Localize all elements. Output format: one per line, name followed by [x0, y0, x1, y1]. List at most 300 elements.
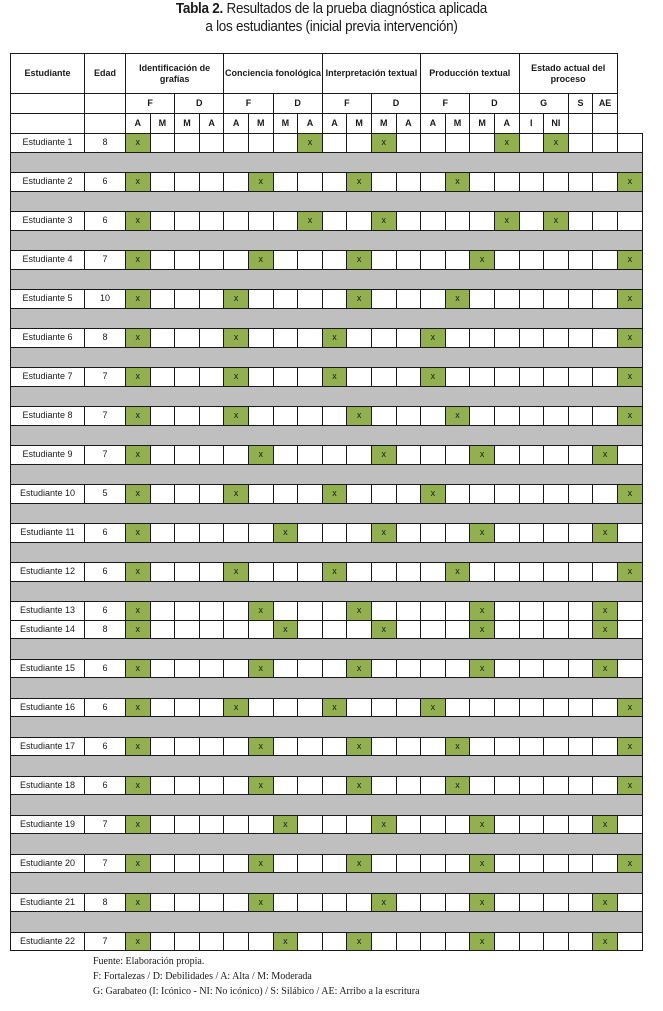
- student-name: Estudiante 18: [11, 776, 85, 795]
- student-age: 7: [85, 407, 126, 426]
- spacer-band: [11, 795, 643, 816]
- mark-cell: x: [617, 173, 642, 192]
- empty-cell: [371, 737, 396, 756]
- student-age: 10: [85, 290, 126, 309]
- mark-cell: x: [126, 407, 151, 426]
- mark-cell: x: [421, 329, 446, 348]
- empty-cell: [347, 893, 372, 912]
- mark-cell: x: [617, 407, 642, 426]
- empty-cell: [568, 776, 593, 795]
- student-name: Estudiante 4: [11, 251, 85, 270]
- legend-line-2: G: Garabateo (I: Icónico - NI: No icónico) / S: Silábico / AE: Arribo a la escritura: [93, 986, 420, 997]
- header-row-groups: [11, 54, 643, 94]
- header-level: NI: [544, 114, 569, 134]
- empty-cell: [199, 602, 224, 621]
- empty-cell: [544, 524, 569, 543]
- mark-cell: x: [470, 446, 495, 465]
- mark-cell: x: [126, 368, 151, 387]
- mark-cell: x: [322, 485, 347, 504]
- student-name: Estudiante 2: [11, 173, 85, 192]
- empty-cell: [494, 446, 519, 465]
- empty-cell: [273, 212, 298, 231]
- spacer-band: [11, 834, 643, 855]
- empty-cell: [421, 563, 446, 582]
- student-age: 6: [85, 698, 126, 717]
- spacer-row: [11, 464, 643, 485]
- mark-cell: x: [126, 485, 151, 504]
- mark-cell: x: [347, 737, 372, 756]
- empty-cell: [248, 407, 273, 426]
- student-name: Estudiante 11: [11, 524, 85, 543]
- empty-cell: [617, 446, 642, 465]
- spacer-band: [11, 308, 643, 329]
- header-group: Conciencia fonológica: [224, 54, 322, 94]
- empty-cell: [519, 329, 544, 348]
- empty-cell: [494, 659, 519, 678]
- empty-cell: [175, 212, 200, 231]
- empty-cell: [421, 737, 446, 756]
- mark-cell: x: [347, 251, 372, 270]
- mark-cell: x: [371, 815, 396, 834]
- empty-cell: [568, 620, 593, 639]
- empty-cell: [470, 329, 495, 348]
- empty-cell: [593, 698, 618, 717]
- empty-cell: [298, 932, 323, 951]
- empty-cell: [298, 620, 323, 639]
- table-row: [11, 854, 643, 873]
- empty-cell: [175, 602, 200, 621]
- empty-cell: [175, 173, 200, 192]
- empty-cell: [248, 698, 273, 717]
- empty-cell: [199, 251, 224, 270]
- empty-cell: [199, 893, 224, 912]
- spacer-band: [11, 425, 643, 446]
- source-note: Fuente: Elaboración propia.: [93, 956, 205, 967]
- mark-cell: x: [126, 815, 151, 834]
- empty-cell: [445, 485, 470, 504]
- empty-cell: [322, 815, 347, 834]
- student-name: Estudiante 3: [11, 212, 85, 231]
- empty-cell: [298, 290, 323, 309]
- empty-cell: [519, 776, 544, 795]
- mark-cell: x: [593, 446, 618, 465]
- empty-cell: [150, 524, 175, 543]
- empty-cell: [494, 815, 519, 834]
- mark-cell: x: [126, 524, 151, 543]
- mark-cell: x: [347, 407, 372, 426]
- empty-cell: [199, 737, 224, 756]
- empty-cell: [568, 698, 593, 717]
- empty-cell: [224, 212, 249, 231]
- header-level: A: [396, 114, 421, 134]
- empty-cell: [273, 407, 298, 426]
- empty-cell: [273, 659, 298, 678]
- empty-cell: [494, 407, 519, 426]
- empty-cell: [568, 893, 593, 912]
- empty-cell: [224, 134, 249, 153]
- empty-cell: [519, 659, 544, 678]
- empty-cell: [248, 368, 273, 387]
- spacer-band: [11, 542, 643, 563]
- empty-cell: [150, 212, 175, 231]
- empty-cell: [519, 698, 544, 717]
- header-state: S: [568, 94, 593, 114]
- mark-cell: x: [470, 932, 495, 951]
- empty-cell: [593, 368, 618, 387]
- empty-cell: [175, 620, 200, 639]
- mark-cell: x: [347, 602, 372, 621]
- mark-cell: x: [248, 776, 273, 795]
- header-age: Edad: [85, 54, 126, 94]
- empty-cell: [445, 932, 470, 951]
- empty-cell: [347, 815, 372, 834]
- spacer-band: [11, 269, 643, 290]
- mark-cell: x: [470, 251, 495, 270]
- empty-cell: [150, 932, 175, 951]
- header-row-fd: [11, 94, 643, 114]
- empty-cell: [199, 932, 224, 951]
- mark-cell: x: [617, 737, 642, 756]
- empty-cell: [273, 485, 298, 504]
- empty-cell: [248, 134, 273, 153]
- empty-cell: [593, 485, 618, 504]
- results-table: [10, 53, 643, 951]
- header-blank: [11, 94, 85, 114]
- spacer-row: [11, 230, 643, 251]
- mark-cell: x: [371, 524, 396, 543]
- empty-cell: [371, 659, 396, 678]
- empty-cell: [445, 602, 470, 621]
- empty-cell: [199, 815, 224, 834]
- empty-cell: [396, 485, 421, 504]
- empty-cell: [298, 368, 323, 387]
- mark-cell: x: [224, 407, 249, 426]
- empty-cell: [470, 134, 495, 153]
- mark-cell: x: [617, 854, 642, 873]
- student-name: Estudiante 22: [11, 932, 85, 951]
- table-row: [11, 524, 643, 543]
- empty-cell: [421, 134, 446, 153]
- empty-cell: [617, 893, 642, 912]
- spacer-band: [11, 191, 643, 212]
- mark-cell: x: [617, 329, 642, 348]
- empty-cell: [544, 368, 569, 387]
- title-line-1: [33, 0, 630, 18]
- empty-cell: [175, 659, 200, 678]
- mark-cell: x: [248, 173, 273, 192]
- empty-cell: [322, 932, 347, 951]
- spacer-band: [11, 912, 643, 933]
- header-fd: D: [371, 94, 420, 114]
- mark-cell: x: [347, 854, 372, 873]
- empty-cell: [175, 134, 200, 153]
- mark-cell: x: [347, 173, 372, 192]
- header-level: M: [445, 114, 470, 134]
- mark-cell: x: [126, 620, 151, 639]
- empty-cell: [199, 368, 224, 387]
- empty-cell: [150, 446, 175, 465]
- empty-cell: [396, 407, 421, 426]
- empty-cell: [248, 620, 273, 639]
- student-name: Estudiante 6: [11, 329, 85, 348]
- empty-cell: [519, 251, 544, 270]
- empty-cell: [371, 329, 396, 348]
- empty-cell: [470, 563, 495, 582]
- mark-cell: x: [126, 173, 151, 192]
- mark-cell: x: [593, 602, 618, 621]
- mark-cell: x: [617, 698, 642, 717]
- empty-cell: [273, 329, 298, 348]
- header-blank: [568, 114, 593, 134]
- empty-cell: [273, 698, 298, 717]
- mark-cell: x: [470, 524, 495, 543]
- empty-cell: [224, 173, 249, 192]
- empty-cell: [298, 446, 323, 465]
- student-age: 6: [85, 776, 126, 795]
- empty-cell: [470, 737, 495, 756]
- student-age: 7: [85, 251, 126, 270]
- table-notes: [93, 954, 420, 999]
- spacer-band: [11, 347, 643, 368]
- mark-cell: x: [273, 620, 298, 639]
- mark-cell: x: [347, 290, 372, 309]
- mark-cell: x: [322, 329, 347, 348]
- empty-cell: [199, 290, 224, 309]
- header-group: Identificación de grafías: [126, 54, 224, 94]
- empty-cell: [494, 524, 519, 543]
- empty-cell: [298, 407, 323, 426]
- empty-cell: [224, 854, 249, 873]
- header-student: Estudiante: [11, 54, 85, 94]
- empty-cell: [445, 329, 470, 348]
- header-group: Producción textual: [421, 54, 519, 94]
- empty-cell: [175, 290, 200, 309]
- empty-cell: [371, 368, 396, 387]
- table-row: [11, 134, 643, 153]
- empty-cell: [224, 893, 249, 912]
- student-age: 6: [85, 563, 126, 582]
- empty-cell: [568, 524, 593, 543]
- empty-cell: [322, 212, 347, 231]
- empty-cell: [494, 563, 519, 582]
- mark-cell: x: [248, 602, 273, 621]
- empty-cell: [494, 602, 519, 621]
- empty-cell: [421, 407, 446, 426]
- mark-cell: x: [421, 485, 446, 504]
- empty-cell: [421, 854, 446, 873]
- empty-cell: [150, 620, 175, 639]
- empty-cell: [568, 485, 593, 504]
- mark-cell: x: [126, 134, 151, 153]
- empty-cell: [445, 698, 470, 717]
- empty-cell: [544, 407, 569, 426]
- empty-cell: [568, 932, 593, 951]
- empty-cell: [199, 698, 224, 717]
- empty-cell: [593, 776, 618, 795]
- mark-cell: x: [248, 659, 273, 678]
- header-fd: D: [273, 94, 322, 114]
- table-row: [11, 893, 643, 912]
- mark-cell: x: [494, 134, 519, 153]
- empty-cell: [322, 524, 347, 543]
- empty-cell: [421, 251, 446, 270]
- empty-cell: [199, 563, 224, 582]
- student-age: 6: [85, 737, 126, 756]
- header-level: M: [248, 114, 273, 134]
- header-level: M: [371, 114, 396, 134]
- mark-cell: x: [126, 698, 151, 717]
- empty-cell: [494, 485, 519, 504]
- empty-cell: [150, 173, 175, 192]
- student-name: Estudiante 12: [11, 563, 85, 582]
- empty-cell: [544, 776, 569, 795]
- empty-cell: [322, 407, 347, 426]
- empty-cell: [298, 698, 323, 717]
- empty-cell: [273, 563, 298, 582]
- mark-cell: x: [224, 368, 249, 387]
- empty-cell: [224, 524, 249, 543]
- mark-cell: x: [617, 251, 642, 270]
- mark-cell: x: [617, 776, 642, 795]
- empty-cell: [347, 563, 372, 582]
- mark-cell: x: [544, 134, 569, 153]
- student-age: 7: [85, 446, 126, 465]
- header-level: A: [298, 114, 323, 134]
- empty-cell: [371, 602, 396, 621]
- mark-cell: x: [126, 776, 151, 795]
- title-label: Tabla 2.: [175, 0, 223, 17]
- empty-cell: [322, 737, 347, 756]
- empty-cell: [494, 776, 519, 795]
- empty-cell: [150, 815, 175, 834]
- empty-cell: [347, 524, 372, 543]
- empty-cell: [396, 659, 421, 678]
- mark-cell: x: [248, 446, 273, 465]
- header-fd: F: [421, 94, 470, 114]
- empty-cell: [199, 212, 224, 231]
- empty-cell: [224, 602, 249, 621]
- empty-cell: [617, 134, 642, 153]
- empty-cell: [347, 620, 372, 639]
- empty-cell: [150, 737, 175, 756]
- mark-cell: x: [445, 290, 470, 309]
- empty-cell: [593, 563, 618, 582]
- student-age: 7: [85, 932, 126, 951]
- empty-cell: [396, 134, 421, 153]
- empty-cell: [322, 893, 347, 912]
- mark-cell: x: [126, 737, 151, 756]
- spacer-row: [11, 386, 643, 407]
- empty-cell: [248, 932, 273, 951]
- spacer-row: [11, 756, 643, 777]
- empty-cell: [421, 524, 446, 543]
- empty-cell: [568, 251, 593, 270]
- empty-cell: [199, 446, 224, 465]
- empty-cell: [519, 620, 544, 639]
- empty-cell: [568, 134, 593, 153]
- mark-cell: x: [322, 698, 347, 717]
- empty-cell: [593, 251, 618, 270]
- mark-cell: x: [224, 563, 249, 582]
- header-level: M: [150, 114, 175, 134]
- empty-cell: [273, 854, 298, 873]
- student-age: 6: [85, 602, 126, 621]
- empty-cell: [150, 563, 175, 582]
- mark-cell: x: [126, 212, 151, 231]
- empty-cell: [593, 173, 618, 192]
- empty-cell: [519, 368, 544, 387]
- header-blank: [85, 94, 126, 114]
- header-blank: [85, 114, 126, 134]
- empty-cell: [421, 290, 446, 309]
- header-level: I: [519, 114, 544, 134]
- empty-cell: [396, 620, 421, 639]
- empty-cell: [544, 737, 569, 756]
- empty-cell: [175, 329, 200, 348]
- student-age: 6: [85, 524, 126, 543]
- mark-cell: x: [347, 776, 372, 795]
- empty-cell: [568, 854, 593, 873]
- mark-cell: x: [617, 563, 642, 582]
- empty-cell: [396, 290, 421, 309]
- empty-cell: [544, 620, 569, 639]
- empty-cell: [199, 659, 224, 678]
- empty-cell: [494, 737, 519, 756]
- empty-cell: [150, 602, 175, 621]
- empty-cell: [199, 620, 224, 639]
- empty-cell: [298, 776, 323, 795]
- table-row: [11, 251, 643, 270]
- table-row: [11, 620, 643, 639]
- empty-cell: [445, 893, 470, 912]
- empty-cell: [199, 134, 224, 153]
- empty-cell: [568, 659, 593, 678]
- empty-cell: [494, 251, 519, 270]
- empty-cell: [273, 776, 298, 795]
- empty-cell: [199, 173, 224, 192]
- student-age: 8: [85, 893, 126, 912]
- empty-cell: [175, 932, 200, 951]
- table-row: [11, 776, 643, 795]
- mark-cell: x: [322, 368, 347, 387]
- mark-cell: x: [421, 368, 446, 387]
- empty-cell: [396, 251, 421, 270]
- mark-cell: x: [273, 815, 298, 834]
- mark-cell: x: [593, 620, 618, 639]
- empty-cell: [175, 524, 200, 543]
- mark-cell: x: [126, 446, 151, 465]
- empty-cell: [248, 212, 273, 231]
- mark-cell: x: [248, 737, 273, 756]
- empty-cell: [421, 893, 446, 912]
- empty-cell: [224, 815, 249, 834]
- student-age: 6: [85, 212, 126, 231]
- empty-cell: [248, 815, 273, 834]
- spacer-band: [11, 639, 643, 660]
- spacer-band: [11, 581, 643, 602]
- empty-cell: [175, 446, 200, 465]
- header-level: A: [126, 114, 151, 134]
- header-state: G: [519, 94, 568, 114]
- empty-cell: [470, 290, 495, 309]
- empty-cell: [593, 407, 618, 426]
- empty-cell: [568, 290, 593, 309]
- table-row: [11, 563, 643, 582]
- empty-cell: [175, 563, 200, 582]
- header-level: M: [175, 114, 200, 134]
- empty-cell: [396, 698, 421, 717]
- header-level: A: [224, 114, 249, 134]
